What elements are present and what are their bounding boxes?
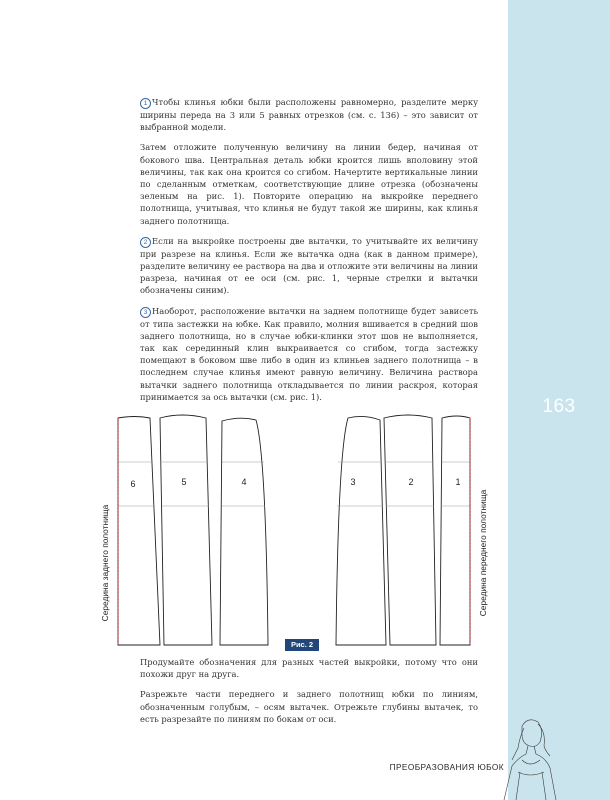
panel-2 xyxy=(384,415,436,645)
section-title: ПРЕОБРАЗОВАНИЯ ЮБОК xyxy=(389,762,504,772)
paragraph-5 xyxy=(140,656,478,680)
front-center-label: Середина переднего полотнища xyxy=(478,489,488,617)
panel-number-3: 3 xyxy=(350,477,356,487)
panel-5 xyxy=(160,415,212,645)
paragraph-text: Продумайте обозначения для разных частей выкройки, потому что они похожи друг на друга. xyxy=(140,657,478,680)
paragraph-text: Наоборот, расположение вытачки на заднем полотнище будет зависеть от типа застежки на юбке. Как правило, молния вшивается в средний шов заднего полотнища, но в случае юбки-клинки этот шов не выполняется, так как серединный клин выкраивается со сгибом, тогда застежку помещают в боковом шве либо в один из клиньев заднего полотнища – в последнем случае клинья имеют равную величину. Величина раствора вытачки заднего полотнища откладывается по линии раскроя, которая принимается за ось вытачки (см. рис. 1). xyxy=(140,305,478,402)
panel-number-1: 1 xyxy=(455,477,461,487)
panel-number-2: 2 xyxy=(408,477,414,487)
panel-6 xyxy=(118,417,160,646)
woman-sketch-illustration xyxy=(500,716,560,800)
back-center-label: Середина заднего полотнища xyxy=(100,504,110,622)
panel-number-6: 6 xyxy=(130,479,136,489)
text-bottom xyxy=(140,656,478,733)
paragraph-text: Если на выкройке построены две вытачки, то учитывайте их величину при разрезе на клинья. Если же вытачка одна (как в данном примере), разделите величину ее раствора на два и отложите эти величины на линии разреза, начиная от ее оси (см. рис. 1, черные стрелки и вытачки обозначены синим). xyxy=(140,235,478,296)
step-marker: 3 xyxy=(140,307,151,318)
paragraph-6 xyxy=(140,688,478,725)
panel-number-5: 5 xyxy=(181,477,187,487)
panel-4 xyxy=(220,418,268,645)
paragraph-text: Затем отложите полученную величину на линии бедер, начиная от бокового шва. Центральная деталь юбки кроится лишь вполовину этой величины, так как она кроится со сгибом. Начертите вертикальные линии по сделанным отметкам, соответствующие длине отрезка (обозначены зеленым на рис. 1). Повторите операцию на выкройке переднего полотнища, учитывая, что клинья не будут такой же ширины, как клинья заднего полотнища. xyxy=(140,142,478,226)
step-marker: 1 xyxy=(140,98,151,109)
paragraph-text: Разрежьте части переднего и заднего полотнищ юбки по линиям, обозначенным голубым, – осям вытачек. Отрежьте глубины вытачек, то есть разрезайте по линиям по бокам от оси. xyxy=(140,689,478,724)
page-number: 163 xyxy=(542,396,576,417)
figure-caption: Рис. 2 xyxy=(285,639,319,651)
panel-1 xyxy=(440,416,470,645)
step-marker: 2 xyxy=(140,237,151,248)
paragraph-text: Чтобы клинья юбки были расположены равномерно, разделите мерку ширины переда на 3 или 5 равных отрезков (см. с. 136) – это зависит от выбранной модели. xyxy=(140,97,478,133)
panel-number-4: 4 xyxy=(241,477,247,487)
panel-3 xyxy=(336,416,386,645)
